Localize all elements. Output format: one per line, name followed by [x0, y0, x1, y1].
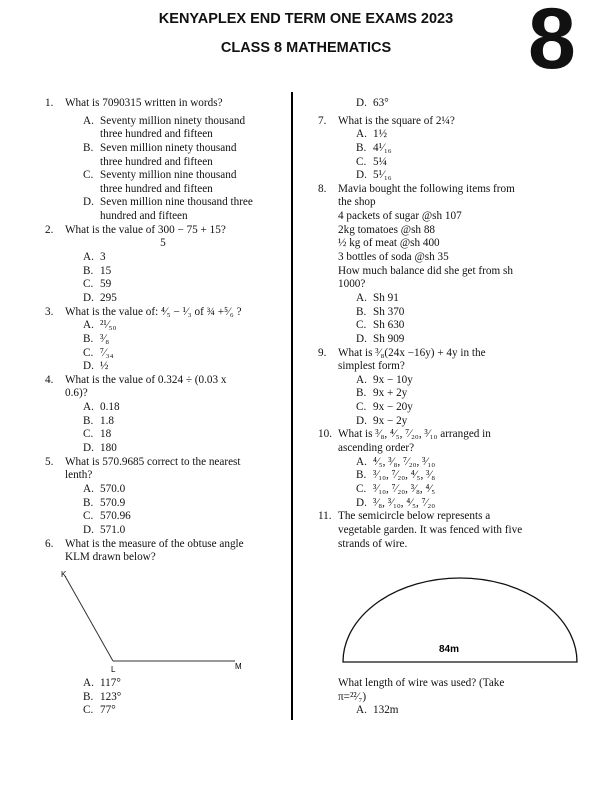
- option-text: Seven million ninety thousand: [100, 141, 237, 154]
- option-letter: B.: [356, 141, 367, 154]
- option-letter: D.: [83, 523, 94, 536]
- option-line: [45, 115, 290, 129]
- option-text: 9x − 10y: [373, 373, 413, 386]
- option-line: [45, 360, 290, 374]
- option-letter: A.: [356, 291, 367, 304]
- right-column: [318, 97, 588, 551]
- option-line: [45, 415, 290, 429]
- option-line: [318, 704, 588, 718]
- option-letter: A.: [356, 455, 367, 468]
- grade-badge: 8: [528, 0, 576, 87]
- option-letter: D.: [83, 442, 94, 455]
- question-text: What is the value of 300 − 75 + 15?: [65, 223, 226, 236]
- text-line: [318, 278, 588, 292]
- option-line: [45, 401, 290, 415]
- label-l: L: [111, 665, 116, 674]
- question-number: 3.: [45, 305, 54, 318]
- option-line: [45, 691, 290, 705]
- option-letter: A.: [356, 128, 367, 141]
- option-text: 571.0: [100, 523, 126, 536]
- question-line: [45, 456, 290, 470]
- option-letter: C.: [356, 401, 367, 414]
- question-line: [45, 97, 290, 111]
- question-line: [318, 428, 588, 442]
- text-line: [318, 224, 588, 238]
- option-letter: A.: [83, 677, 94, 689]
- option-line: [45, 142, 290, 156]
- option-line: [318, 292, 588, 306]
- question-text: The semicircle below represents a: [338, 510, 491, 523]
- text-line: [318, 196, 588, 210]
- question-line: [45, 306, 290, 320]
- exam-title: KENYAPLEX END TERM ONE EXAMS 2023: [158, 11, 454, 27]
- option-letter: D.: [356, 169, 367, 182]
- text-line: [45, 156, 290, 170]
- line-text: What length of wire was used? (Take: [338, 677, 505, 689]
- option-text: 1.8: [100, 414, 114, 427]
- question-line: [318, 347, 588, 361]
- line-text: How much balance did she get from sh: [338, 264, 513, 277]
- option-line: [318, 156, 588, 170]
- option-line: [318, 374, 588, 388]
- option-text: 77°: [100, 704, 116, 717]
- question-text: What is the value of 0.324 ÷ (0.03 x: [65, 373, 227, 386]
- option-letter: B.: [83, 141, 94, 154]
- option-letter: A.: [83, 251, 94, 264]
- option-letter: B.: [83, 690, 94, 703]
- question-text: What is the measure of the obtuse angle: [65, 537, 244, 550]
- text-line: [45, 210, 290, 224]
- question-text: Mavia bought the following items from: [338, 182, 515, 195]
- line-text: 5: [65, 237, 166, 250]
- option-text: ³⁄₈: [100, 332, 110, 345]
- option-letter: C.: [83, 704, 94, 717]
- text-line: [318, 691, 588, 705]
- option-text: 295: [100, 291, 117, 304]
- option-text: 18: [100, 428, 112, 441]
- text-line: [318, 251, 588, 265]
- option-letter: D.: [356, 97, 367, 109]
- option-letter: C.: [356, 319, 367, 332]
- option-text: Sh 370: [373, 305, 405, 318]
- option-text: ⁷⁄₃₄: [100, 346, 114, 359]
- question-number: 10.: [318, 428, 332, 441]
- text-line: [45, 237, 290, 251]
- question-number: 1.: [45, 97, 54, 109]
- option-letter: B.: [356, 305, 367, 318]
- option-letter: C.: [83, 169, 94, 182]
- option-text: 123°: [100, 690, 122, 703]
- left-column-continued: [45, 677, 290, 718]
- option-text: 9x − 2y: [373, 414, 408, 427]
- option-letter: D.: [83, 196, 94, 209]
- text-line: [45, 128, 290, 142]
- option-line: [45, 704, 290, 718]
- question-text: What is 570.9685 correct to the nearest: [65, 455, 241, 468]
- option-line: [45, 169, 290, 183]
- option-letter: A.: [83, 482, 94, 495]
- question-number: 4.: [45, 373, 54, 386]
- line-text: three hundred and fifteen: [100, 128, 213, 141]
- text-line: [45, 469, 290, 483]
- option-text: 570.96: [100, 510, 131, 523]
- question-number: 2.: [45, 223, 54, 236]
- option-letter: B.: [356, 469, 367, 482]
- text-line: [318, 524, 588, 538]
- option-line: [45, 677, 290, 691]
- question-line: [45, 224, 290, 238]
- option-text: 117°: [100, 677, 121, 689]
- option-text: 15: [100, 264, 112, 277]
- option-letter: B.: [83, 264, 94, 277]
- diameter-label: 84m: [439, 644, 460, 655]
- option-letter: D.: [356, 414, 367, 427]
- text-line: [45, 551, 290, 565]
- option-text: 132m: [373, 704, 399, 717]
- line-text: three hundred and fifteen: [100, 155, 213, 168]
- semicircle-diagram: [338, 572, 588, 668]
- text-line: [318, 442, 588, 456]
- option-letter: C.: [83, 346, 94, 359]
- question-number: 6.: [45, 537, 54, 550]
- text-line: [318, 210, 588, 224]
- line-text: 1000?: [338, 278, 366, 291]
- option-line: [318, 415, 588, 429]
- line-text: lenth?: [65, 469, 93, 482]
- option-letter: B.: [83, 496, 94, 509]
- question-text: What is ³⁄₈(24x −16y) + 4y in the: [338, 346, 486, 359]
- text-line: [318, 265, 588, 279]
- option-letter: A.: [83, 114, 94, 127]
- option-letter: C.: [83, 510, 94, 523]
- option-line: [318, 306, 588, 320]
- question-number: 11.: [318, 510, 332, 523]
- option-letter: C.: [83, 428, 94, 441]
- option-letter: A.: [83, 319, 94, 332]
- option-line: [45, 292, 290, 306]
- option-text: ³⁄₁₀, ⁷⁄₂₀, ³⁄₈, ⁴⁄₅: [373, 482, 436, 495]
- left-column: [45, 97, 290, 565]
- option-line: [45, 265, 290, 279]
- option-letter: C.: [356, 482, 367, 495]
- option-line: [318, 319, 588, 333]
- line-text: strands of wire.: [338, 537, 408, 550]
- option-line: [318, 401, 588, 415]
- option-text: 570.9: [100, 496, 126, 509]
- option-line: [45, 442, 290, 456]
- option-letter: A.: [356, 373, 367, 386]
- question-text: What is the square of 2¼?: [338, 114, 455, 127]
- label-m: M: [235, 662, 242, 671]
- option-line: [45, 333, 290, 347]
- option-line: [318, 128, 588, 142]
- option-text: 59: [100, 278, 112, 291]
- option-line: [318, 142, 588, 156]
- option-letter: B.: [83, 414, 94, 427]
- question-line: [318, 115, 588, 129]
- line-text: simplest form?: [338, 360, 405, 373]
- option-letter: D.: [356, 332, 367, 345]
- line-text: the shop: [338, 196, 376, 209]
- line-text: vegetable garden. It was fenced with five: [338, 523, 523, 536]
- text-line: [318, 360, 588, 374]
- option-text: 5¹⁄₁₆: [373, 169, 392, 182]
- option-letter: C.: [356, 155, 367, 168]
- option-line: [45, 524, 290, 538]
- right-column-continued: [318, 677, 588, 718]
- question-line: [318, 183, 588, 197]
- line-text: three hundred and fifteen: [100, 182, 213, 195]
- line-text: ascending order?: [338, 442, 415, 455]
- option-line: [318, 387, 588, 401]
- line-text: π=²²⁄₇): [338, 690, 367, 703]
- option-text: Seven million nine thousand three: [100, 196, 253, 209]
- text-line: [318, 237, 588, 251]
- line-text: 4 packets of sugar @sh 107: [338, 210, 462, 223]
- option-text: 4¹⁄₁₆: [373, 141, 392, 154]
- question-number: 9.: [318, 346, 327, 359]
- angle-klm-diagram: [55, 568, 255, 678]
- option-line: [45, 278, 290, 292]
- line-text: 0.6)?: [65, 387, 88, 400]
- option-text: 3: [100, 251, 106, 264]
- option-line: [318, 169, 588, 183]
- label-k: K: [61, 570, 67, 579]
- option-text: ³⁄₈, ³⁄₁₀, ⁴⁄₅, ⁷⁄₂₀: [373, 496, 436, 509]
- option-text: Seventy million ninety thousand: [100, 114, 246, 127]
- option-letter: D.: [356, 496, 367, 509]
- option-text: Sh 630: [373, 319, 405, 332]
- exam-subtitle: CLASS 8 MATHEMATICS: [220, 40, 392, 56]
- question-line: [318, 510, 588, 524]
- option-line: [45, 196, 290, 210]
- question-number: 5.: [45, 455, 54, 468]
- option-letter: C.: [83, 278, 94, 291]
- option-text: 5¼: [373, 155, 387, 168]
- option-line: [318, 483, 588, 497]
- option-line: [45, 347, 290, 361]
- question-text: What is the value of: ⁴⁄₅ − ¹⁄₃ of ¾ +⁵⁄₆ ?: [65, 305, 242, 318]
- question-line: [45, 374, 290, 388]
- option-letter: D.: [83, 291, 94, 304]
- question-number: 8.: [318, 182, 327, 195]
- option-text: 1½: [373, 128, 387, 141]
- option-text: 9x + 2y: [373, 387, 408, 400]
- line-text: 3 bottles of soda @sh 35: [338, 251, 449, 264]
- option-text: ⁴⁄₅, ³⁄₈, ⁷⁄₂₀, ³⁄₁₀: [373, 455, 436, 468]
- option-letter: B.: [83, 332, 94, 345]
- question-text: What is 7090315 written in words?: [65, 97, 223, 109]
- line-text: 2kg tomatoes @sh 88: [338, 223, 436, 236]
- line-text: ½ kg of meat @sh 400: [338, 237, 440, 250]
- text-line: [318, 538, 588, 552]
- option-text: Sh 909: [373, 332, 405, 345]
- option-text: ²¹⁄₅₀: [100, 319, 117, 332]
- option-letter: A.: [83, 401, 94, 414]
- option-line: [45, 510, 290, 524]
- option-text: 0.18: [100, 401, 120, 414]
- line-text: hundred and fifteen: [100, 210, 188, 223]
- option-line: [318, 456, 588, 470]
- option-line: [318, 469, 588, 483]
- option-letter: A.: [356, 704, 367, 717]
- option-text: Seventy million nine thousand: [100, 169, 237, 182]
- column-divider: [291, 92, 293, 720]
- option-text: 63°: [373, 97, 389, 109]
- text-line: [45, 183, 290, 197]
- option-text: 180: [100, 442, 117, 455]
- question-number: 7.: [318, 114, 327, 127]
- line-text: KLM drawn below?: [65, 551, 156, 564]
- option-line: [45, 497, 290, 511]
- option-text: Sh 91: [373, 291, 399, 304]
- option-text: 570.0: [100, 482, 126, 495]
- option-line: [318, 97, 588, 111]
- option-line: [318, 333, 588, 347]
- option-line: [45, 319, 290, 333]
- option-line: [45, 251, 290, 265]
- option-line: [45, 428, 290, 442]
- question-line: [45, 538, 290, 552]
- option-line: [45, 483, 290, 497]
- option-letter: D.: [83, 360, 94, 373]
- option-line: [318, 497, 588, 511]
- option-text: ½: [100, 360, 109, 373]
- question-text: What is ³⁄₈, ⁴⁄₅, ⁷⁄₂₀, ³⁄₁₀ arranged in: [338, 428, 491, 441]
- text-line: [318, 677, 588, 691]
- text-line: [45, 387, 290, 401]
- option-letter: B.: [356, 387, 367, 400]
- option-text: 9x − 20y: [373, 401, 413, 414]
- option-text: ³⁄₁₀, ⁷⁄₂₀, ⁴⁄₅, ³⁄₈: [373, 469, 436, 482]
